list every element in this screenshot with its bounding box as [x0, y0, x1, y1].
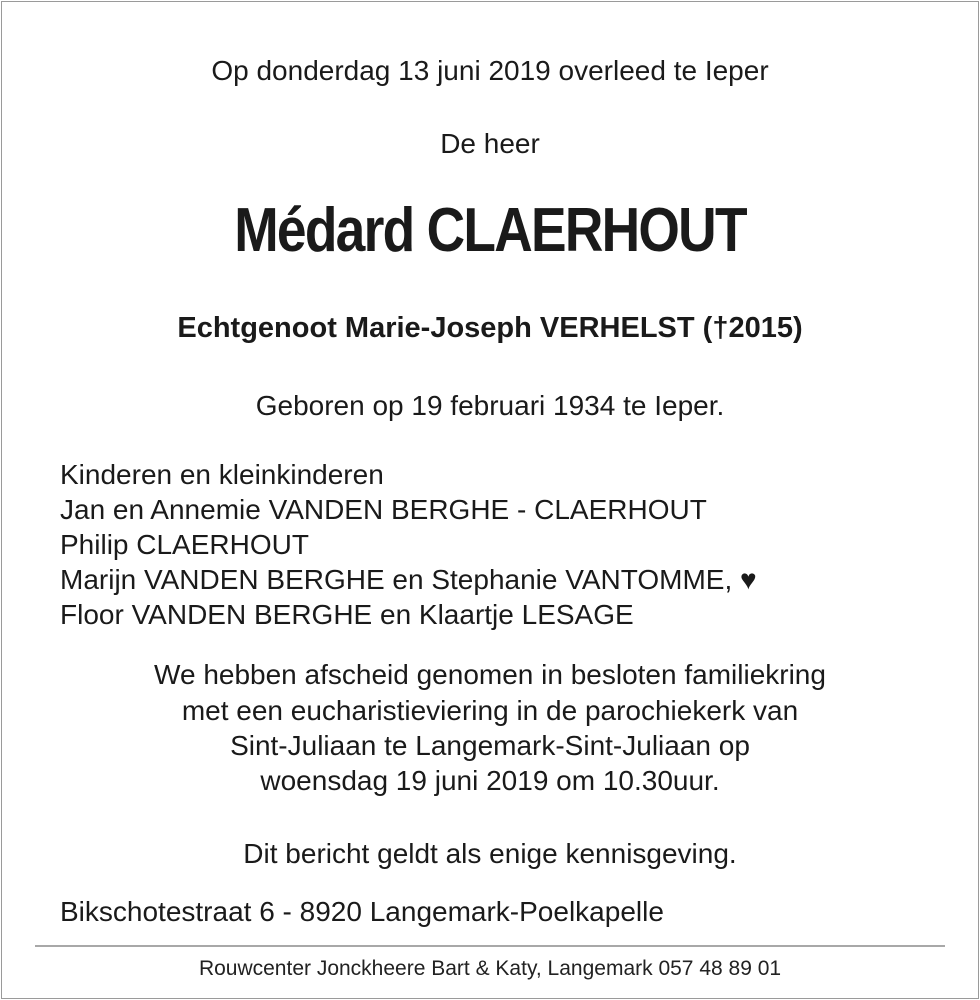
family-line: Kinderen en kleinkinderen [60, 459, 384, 490]
deceased-name: Médard CLAERHOUT [234, 196, 746, 265]
family-line: Jan en Annemie VANDEN BERGHE - CLAERHOUT [60, 494, 707, 525]
footer-divider [35, 945, 945, 947]
intro-line: Op donderdag 13 juni 2019 overleed te Ieper [211, 55, 769, 86]
family-line: Philip CLAERHOUT [60, 529, 309, 560]
ceremony-line: woensdag 19 juni 2019 om 10.30uur. [260, 765, 720, 796]
family-line: Floor VANDEN BERGHE en Klaartje LESAGE [60, 599, 634, 630]
funeral-home-footer: Rouwcenter Jonckheere Bart & Katy, Langemark 057 48 89 01 [198, 957, 782, 980]
spouse-line: Echtgenoot Marie-Joseph VERHELST (†2015) [177, 312, 803, 344]
address-line: Bikschotestraat 6 - 8920 Langemark-Poelkapelle [60, 896, 664, 927]
birth-line: Geboren op 19 februari 1934 te Ieper. [255, 390, 725, 421]
family-line: Marijn VANDEN BERGHE en Stephanie VANTOMME, ♥ [60, 564, 757, 595]
ceremony-line: We hebben afscheid genomen in besloten familiekring [154, 659, 826, 690]
title-line: De heer [440, 128, 540, 159]
ceremony-line: Sint-Juliaan te Langemark-Sint-Juliaan op [230, 730, 750, 761]
ceremony-line: met een eucharistieviering in de parochiekerk van [181, 695, 799, 726]
notice-line: Dit bericht geldt als enige kennisgeving. [243, 838, 737, 869]
